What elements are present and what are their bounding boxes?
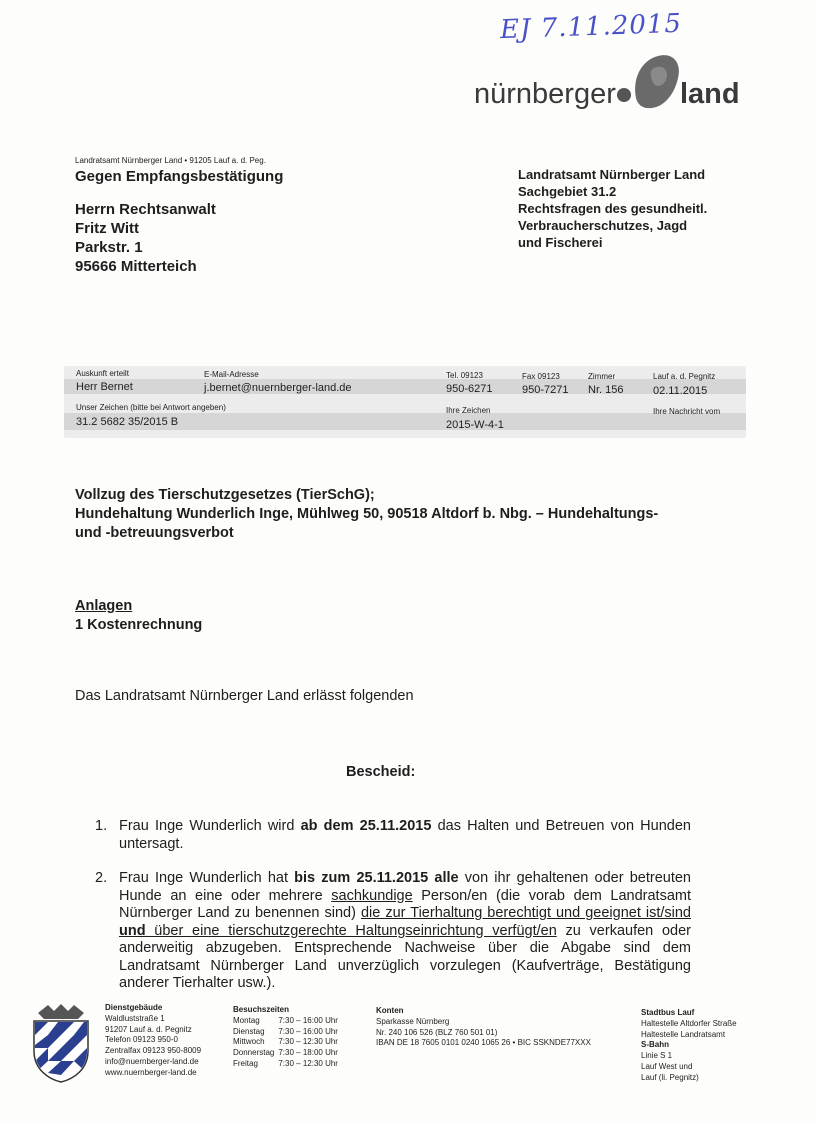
subject-line: Hundehaltung Wunderlich Inge, Mühlweg 50, 90518 Altdorf b. Nbg. – Hundehaltungs- xyxy=(75,506,659,522)
hours-day: Dienstag xyxy=(233,1026,265,1036)
bavarian-crest-icon xyxy=(28,1003,94,1083)
hours-row xyxy=(233,1016,342,1027)
footer-bus-line: Haltestelle Altdorfer Straße xyxy=(641,1018,737,1028)
footer-address-line: Zentralfax 09123 950-8009 xyxy=(105,1046,202,1056)
info-row-band xyxy=(64,379,746,394)
tel-value: 950-6271 xyxy=(446,383,493,395)
recipient-address xyxy=(75,200,216,276)
hours-day: Freitag xyxy=(233,1058,258,1068)
item-text-part: zu verkaufen oder anderweitig abzugeben. Entsprechende Nachweise über die Abgabe sind dem Landratsamt Nürnberger Land unverzüglich vorzulegen (Kaufverträge, Bestätigung anderer Tierhalter usw.). xyxy=(119,922,691,991)
item-text-underlined: über eine tierschutzgerechte Haltungseinrichtung verfügt/en xyxy=(145,922,557,939)
recipient-line: 95666 Mitterteich xyxy=(75,258,197,275)
hours-time: 7:30 – 16:00 Uhr xyxy=(278,1026,338,1036)
hours-time: 7:30 – 12:30 Uhr xyxy=(278,1037,338,1047)
ihre-zeichen-label: Ihre Zeichen xyxy=(446,406,491,415)
bescheid-heading: Bescheid: xyxy=(346,764,416,780)
fax-label: Fax 09123 xyxy=(522,372,560,381)
office-line: Verbraucherschutzes, Jagd xyxy=(518,218,688,233)
item-text-underlined: die zur Tierhaltung berechtigt und geeignet ist/sind xyxy=(360,905,691,921)
hours-row xyxy=(233,1037,342,1048)
footer-bank-line: IBAN DE 18 7605 0101 0240 1065 26 • BIC SSKNDE77XXX xyxy=(376,1038,591,1048)
auskunft-value: Herr Bernet xyxy=(76,381,133,393)
zimmer-label: Zimmer xyxy=(588,372,616,381)
recipient-line: Parkstr. 1 xyxy=(75,239,143,256)
attachments-block xyxy=(75,597,202,635)
ort-value: 02.11.2015 xyxy=(653,385,708,397)
item-text-part: Frau Inge Wunderlich hat xyxy=(119,870,295,886)
item-text-part: Person/en (die vorab dem Landratsamt Nürnberger Land zu benennen sind) xyxy=(119,887,691,921)
reference-info-bar xyxy=(64,366,746,438)
unser-zeichen-label: Unser Zeichen (bitte bei Antwort angeben) xyxy=(76,403,226,412)
intro-sentence: Das Landratsamt Nürnberger Land erlässt folgenden xyxy=(75,688,414,704)
email-label: E-Mail-Adresse xyxy=(204,370,259,379)
hours-table xyxy=(233,1016,342,1070)
delivery-note: Gegen Empfangsbestätigung xyxy=(75,168,284,185)
item-text-part: von ihr gehaltenen oder betreuten Hunde an eine oder mehrere xyxy=(119,870,691,904)
footer-bank-line: Nr. 240 106 526 (BLZ 760 501 01) xyxy=(376,1027,498,1037)
email-value: j.bernet@nuernberger-land.de xyxy=(204,382,352,394)
unser-zeichen-value: 31.2 5682 35/2015 B xyxy=(76,416,179,428)
item-text-bold: ab dem 25.11.2015 xyxy=(300,818,432,834)
hours-day: Donnerstag xyxy=(233,1048,275,1058)
logo-right-word: land xyxy=(680,78,740,110)
footer-bus-title: Stadtbus Lauf xyxy=(641,1008,695,1017)
footer-hours-title: Besuchszeiten xyxy=(233,1005,290,1014)
footer-bus-line: Haltestelle Landratsamt xyxy=(641,1029,726,1039)
item-text-part: Frau Inge Wunderlich wird xyxy=(119,818,301,834)
hours-row xyxy=(233,1048,342,1059)
hours-day: Mittwoch xyxy=(233,1037,265,1047)
recipient-line: Fritz Witt xyxy=(75,220,140,237)
footer-sbahn-title: S-Bahn xyxy=(641,1040,669,1050)
office-line: Rechtsfragen des gesundheitl. xyxy=(518,201,708,216)
footer-opening-hours xyxy=(233,1005,342,1070)
footer-bank-title: Konten xyxy=(376,1006,404,1015)
fax-value: 950-7271 xyxy=(522,384,569,396)
item-text-bold: bis zum 25.11.2015 alle xyxy=(294,870,459,886)
item-text-underlined: sachkundige xyxy=(331,887,413,904)
recipient-line: Herrn Rechtsanwalt xyxy=(75,201,216,218)
auskunft-label: Auskunft erteilt xyxy=(76,369,129,378)
tel-label: Tel. 09123 xyxy=(446,371,483,380)
subject-block xyxy=(75,486,658,543)
subject-line: Vollzug des Tierschutzgesetzes (TierSchG); xyxy=(75,487,375,503)
hours-time: 7:30 – 16:00 Uhr xyxy=(278,1015,338,1025)
ihre-nachricht-label: Ihre Nachricht vom xyxy=(653,407,721,416)
sender-line: Landratsamt Nürnberger Land • 91205 Lauf a. d. Peg. xyxy=(75,156,266,165)
footer-address-line: info@nuernberger-land.de xyxy=(105,1056,199,1066)
logo-blob-icon xyxy=(614,48,684,114)
item-text xyxy=(119,818,691,853)
office-line: Landratsamt Nürnberger Land xyxy=(518,167,706,182)
item-text-part: das Halten und Betreuen von Hunden untersagt. xyxy=(119,818,691,852)
hours-row xyxy=(233,1027,342,1038)
footer-address-line: Waldluststraße 1 xyxy=(105,1013,165,1023)
zimmer-value: Nr. 156 xyxy=(588,384,624,396)
item-text xyxy=(119,870,691,993)
item-text-bold-underlined: und xyxy=(119,922,146,939)
footer-transit xyxy=(641,1008,737,1084)
hours-time: 7:30 – 18:00 Uhr xyxy=(278,1048,338,1058)
footer-address xyxy=(105,1003,201,1079)
footer-bank-accounts xyxy=(376,1006,591,1049)
footer-sbahn-line: Linie S 1 xyxy=(641,1051,673,1061)
hours-row xyxy=(233,1059,342,1070)
logo-left-word: nürnberger xyxy=(474,78,616,110)
ort-label: Lauf a. d. Pegnitz xyxy=(653,372,716,381)
footer-address-line: Telefon 09123 950-0 xyxy=(105,1035,178,1045)
office-block xyxy=(518,166,707,251)
attachments-title: Anlagen xyxy=(75,598,133,614)
footer-address-line: www.nuernberger-land.de xyxy=(105,1067,197,1077)
office-line: Sachgebiet 31.2 xyxy=(518,184,617,199)
item-number: 2. xyxy=(95,870,108,886)
footer-address-title: Dienstgebäude xyxy=(105,1003,163,1012)
hours-day: Montag xyxy=(233,1015,260,1025)
footer-sbahn-line: Lauf (li. Pegnitz) xyxy=(641,1072,699,1082)
footer-bank-line: Sparkasse Nürnberg xyxy=(376,1016,450,1026)
footer-address-line: 91207 Lauf a. d. Pegnitz xyxy=(105,1024,192,1034)
attachments-item: 1 Kostenrechnung xyxy=(75,617,203,633)
subject-line: und -betreuungsverbot xyxy=(75,525,234,541)
handwritten-note: EJ 7.11.2015 xyxy=(499,8,683,46)
footer-sbahn-line: Lauf West und xyxy=(641,1061,693,1071)
hours-time: 7:30 – 12:30 Uhr xyxy=(278,1058,338,1068)
office-line: und Fischerei xyxy=(518,235,603,250)
ihre-zeichen-value: 2015-W-4-1 xyxy=(446,419,504,431)
item-number: 1. xyxy=(95,818,108,834)
